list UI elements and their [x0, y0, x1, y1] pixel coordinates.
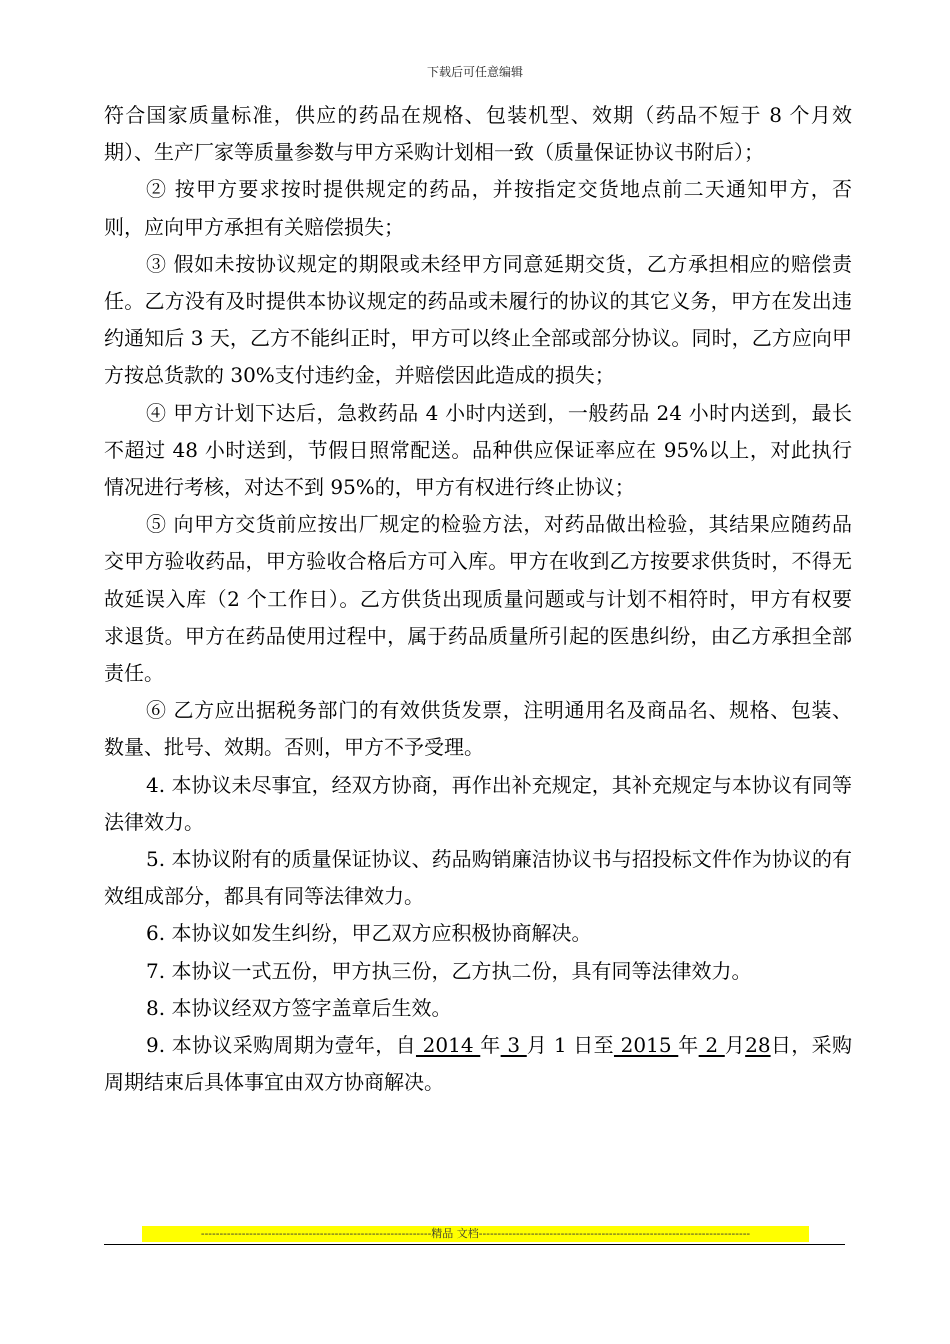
document-body [104, 97, 852, 1101]
clause-5: 5. 本协议附有的质量保证协议、药品购销廉洁协议书与招投标文件作为协议的有效组成部分，都具有同等法律效力。 [104, 847, 852, 909]
page-header: 下载后可任意编辑 [426, 65, 523, 79]
paragraph-item-3: ③ 假如未按协议规定的期限或未经甲方同意延期交货，乙方承担相应的赔偿责任。乙方没有及时提供本协议规定的药品或未履行的协议的其它义务，甲方在发出违约通知后 3 天，乙方不能纠正时，甲方可以终止全部或部分协议。同时，乙方应向甲方按总货款的 30%支付违约金，并赔偿因此造成的损失； [104, 251, 852, 388]
clause-7: 7. 本协议一式五份，甲方执三份，乙方执二份，具有同等法律效力。 [146, 958, 752, 983]
end-day-blank: 28 [745, 1033, 771, 1058]
month-word: 月 [724, 1033, 746, 1058]
footer-divider [104, 1244, 845, 1245]
start-month-blank: 3 [500, 1033, 527, 1058]
clause-9 [104, 1027, 852, 1101]
end-year-blank: 2015 [613, 1033, 679, 1058]
year-word: 年 [480, 1033, 501, 1058]
paragraph-item-5: ⑤ 向甲方交货前应按出厂规定的检验方法，对药品做出检验，其结果应随药品交甲方验收药品，甲方验收合格后方可入库。甲方在收到乙方按要求供货时，不得无故延误入库（2 个工作日）。乙方供货出现质量问题或与计划不相符时，甲方有权要求退货。甲方在药品使用过程中，属于药品质量所引起的医患纠纷，由乙方承担全部责任。 [104, 512, 852, 686]
year-word-2: 年 [678, 1033, 699, 1058]
footer-highlight-bar: --------------------------------------------------------------精品 文档------------------------------------------------------------------------- [142, 1226, 809, 1242]
end-month-blank: 2 [698, 1033, 725, 1058]
clause-9-lead: 9. 本协议采购周期为壹年，自 [146, 1033, 416, 1058]
start-year-blank: 2014 [415, 1033, 481, 1058]
clause-4: 4. 本协议未尽事宜，经双方协商，再作出补充规定，其补充规定与本协议有同等法律效力。 [104, 772, 852, 834]
paragraph-item-4: ④ 甲方计划下达后，急救药品 4 小时内送到，一般药品 24 小时内送到，最长不超过 48 小时送到，节假日照常配送。品种供应保证率应在 95%以上，对此执行情况进行考核，对达不到 95%的，甲方有权进行终止协议； [104, 400, 852, 500]
paragraph-item-6: ⑥ 乙方应出据税务部门的有效供货发票，注明通用名及商品名、规格、包装、数量、批号、效期。否则，甲方不予受理。 [104, 698, 852, 760]
paragraph-item-2: ② 按甲方要求按时提供规定的药品，并按指定交货地点前二天通知甲方，否则，应向甲方承担有关赔偿损失； [104, 177, 852, 239]
clause-8: 8. 本协议经双方签字盖章后生效。 [146, 995, 452, 1020]
clause-9-tail: 日，采购周期结束后具体事宜由双方协商解决。 [104, 1033, 852, 1095]
clause-6: 6. 本协议如发生纠纷，甲乙双方应积极协商解决。 [146, 921, 592, 946]
paragraph-quality-standard: 符合国家质量标准，供应的药品在规格、包装机型、效期（药品不短于 8 个月效期）、生产厂家等质量参数与甲方采购计划相一致（质量保证协议书附后）； [104, 103, 852, 165]
month-day-to: 月 1 日至 [526, 1033, 614, 1058]
